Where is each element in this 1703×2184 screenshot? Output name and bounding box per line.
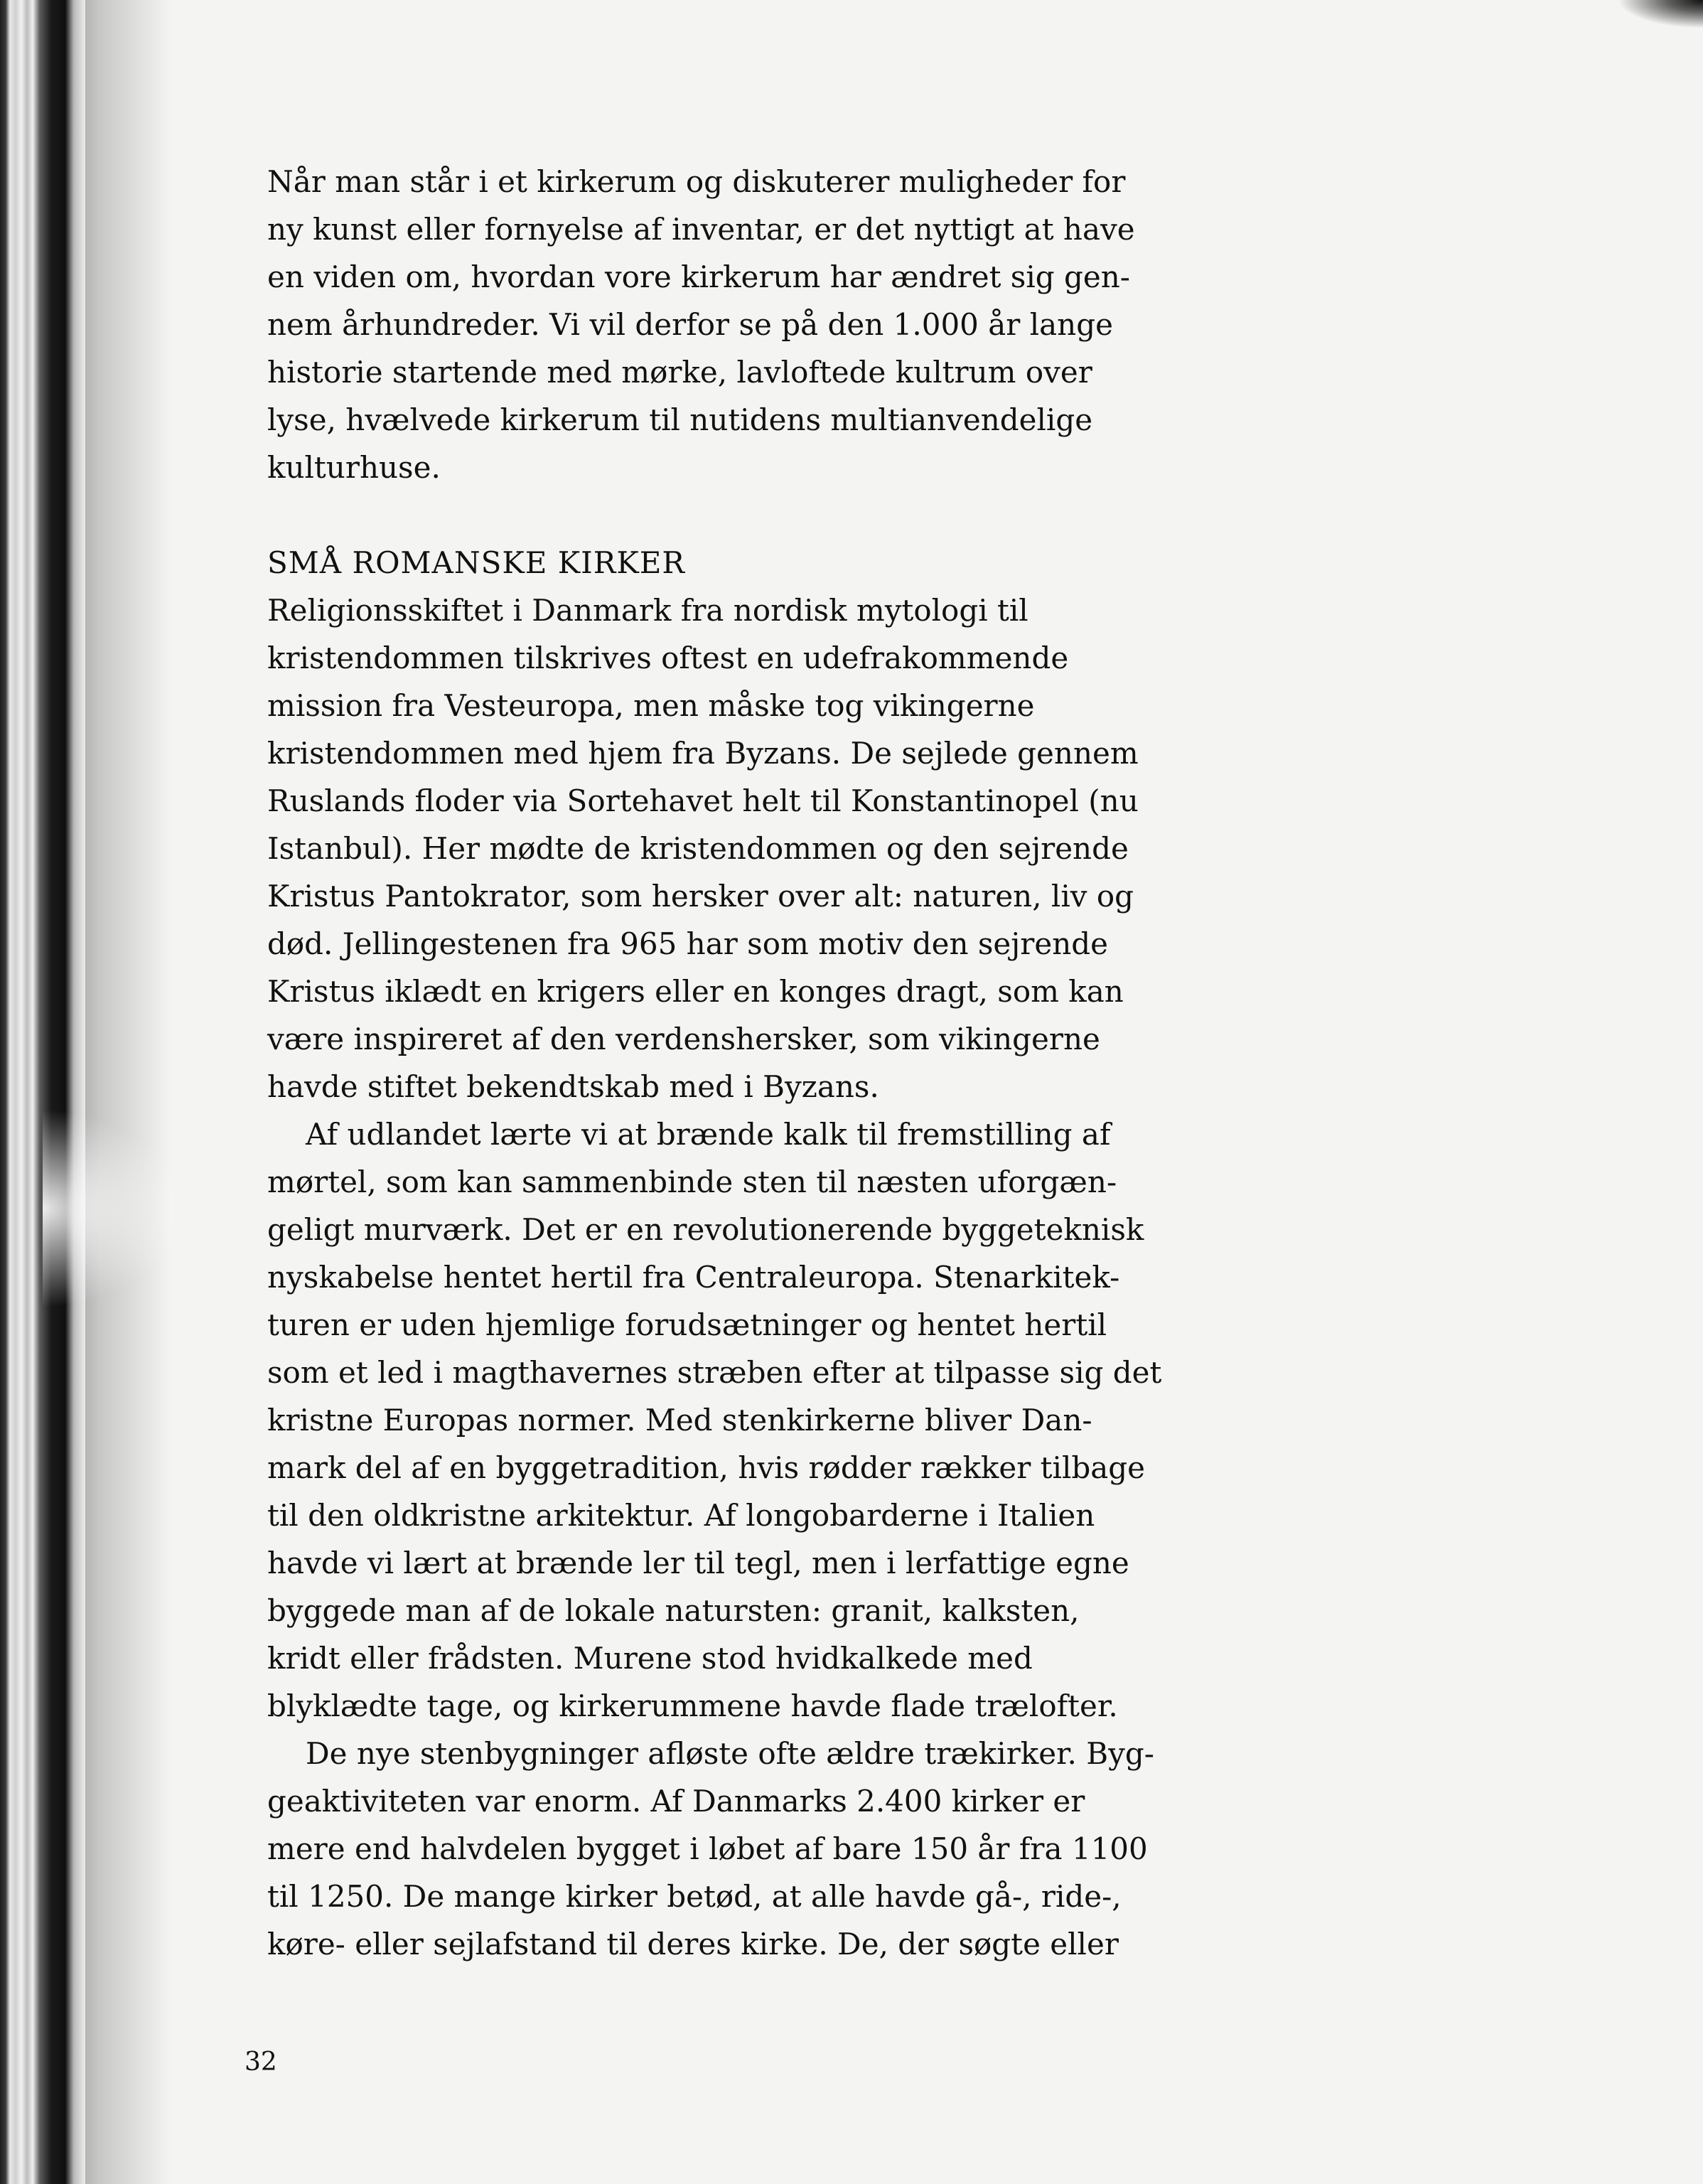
section-heading: SMÅ ROMANSKE KIRKER [267,545,686,580]
paragraph-1: Religionsskiftet i Danmark fra nordisk mytologi til kristendommen tilskrives oftest en udefrakommende mission fra Vesteuropa, men måske tog vikingerne kristendommen med hjem fra Byzans. De sejlede gennem Ruslands floder via Sortehavet helt til Konstantinopel (nu Istanbul). Her mødte de kristendommen og den sejrende Kristus Pantokrator, som hersker over alt: naturen, liv og død. Jellingestenen fra 965 har som motiv den sejrende Kristus iklædt en krigers eller en konges dragt, som kan være inspireret af den verdenshersker, som vikingerne havde stiftet bekendtskab med i Byzans. [267,593,1139,1104]
paragraph-3: De nye stenbygninger afløste ofte ældre trækirker. Byg- geaktiviteten var enorm. Af Danmarks 2.400 kirker er mere end halvdelen bygget i løbet af bare 150 år fra 1100 til 1250. De mange kirker betød, at alle havde gå-, ride-, køre- eller sejlafstand til deres kirke. De, der søgte eller [267,1736,1154,1961]
page-number: 32 [245,2048,277,2077]
intro-paragraph: Når man står i et kirkerum og diskuterer muligheder for ny kunst eller fornyelse af inventar, er det nyttigt at have en viden om, hvordan vore kirkerum har ændret sig gen- nem århundreder. Vi vil derfor se på den 1.000 år lange historie startende med mørke, lavloftede kultrum over lyse, hvælvede kirkerum til nutidens multianvendelige kulturhuse. [267,164,1135,485]
paragraph-2: Af udlandet lærte vi at brænde kalk til fremstilling af mørtel, som kan sammenbinde sten til næsten uforgæn- geligt murværk. Det er en revolutionerende byggeteknisk nyskabelse hentet hertil fra Centraleuropa. Stenarkitek- turen er uden hjemlige forudsætninger og hentet hertil som et led i magthavernes stræben efter at tilpasse sig det kristne Europas normer. Med stenkirkerne bliver Dan- mark del af en byggetradition, hvis rødder rækker tilbage til den oldkristne arkitektur. Af longobarderne i Italien havde vi lært at brænde ler til tegl, men i lerfattige egne byggede man af de lokale natursten: granit, kalksten, kridt eller frådsten. Murene stod hvidkalkede med blyklædte tage, og kirkerummene havde flade trælofter. [267,1117,1162,1723]
body-text [267,158,1198,1968]
